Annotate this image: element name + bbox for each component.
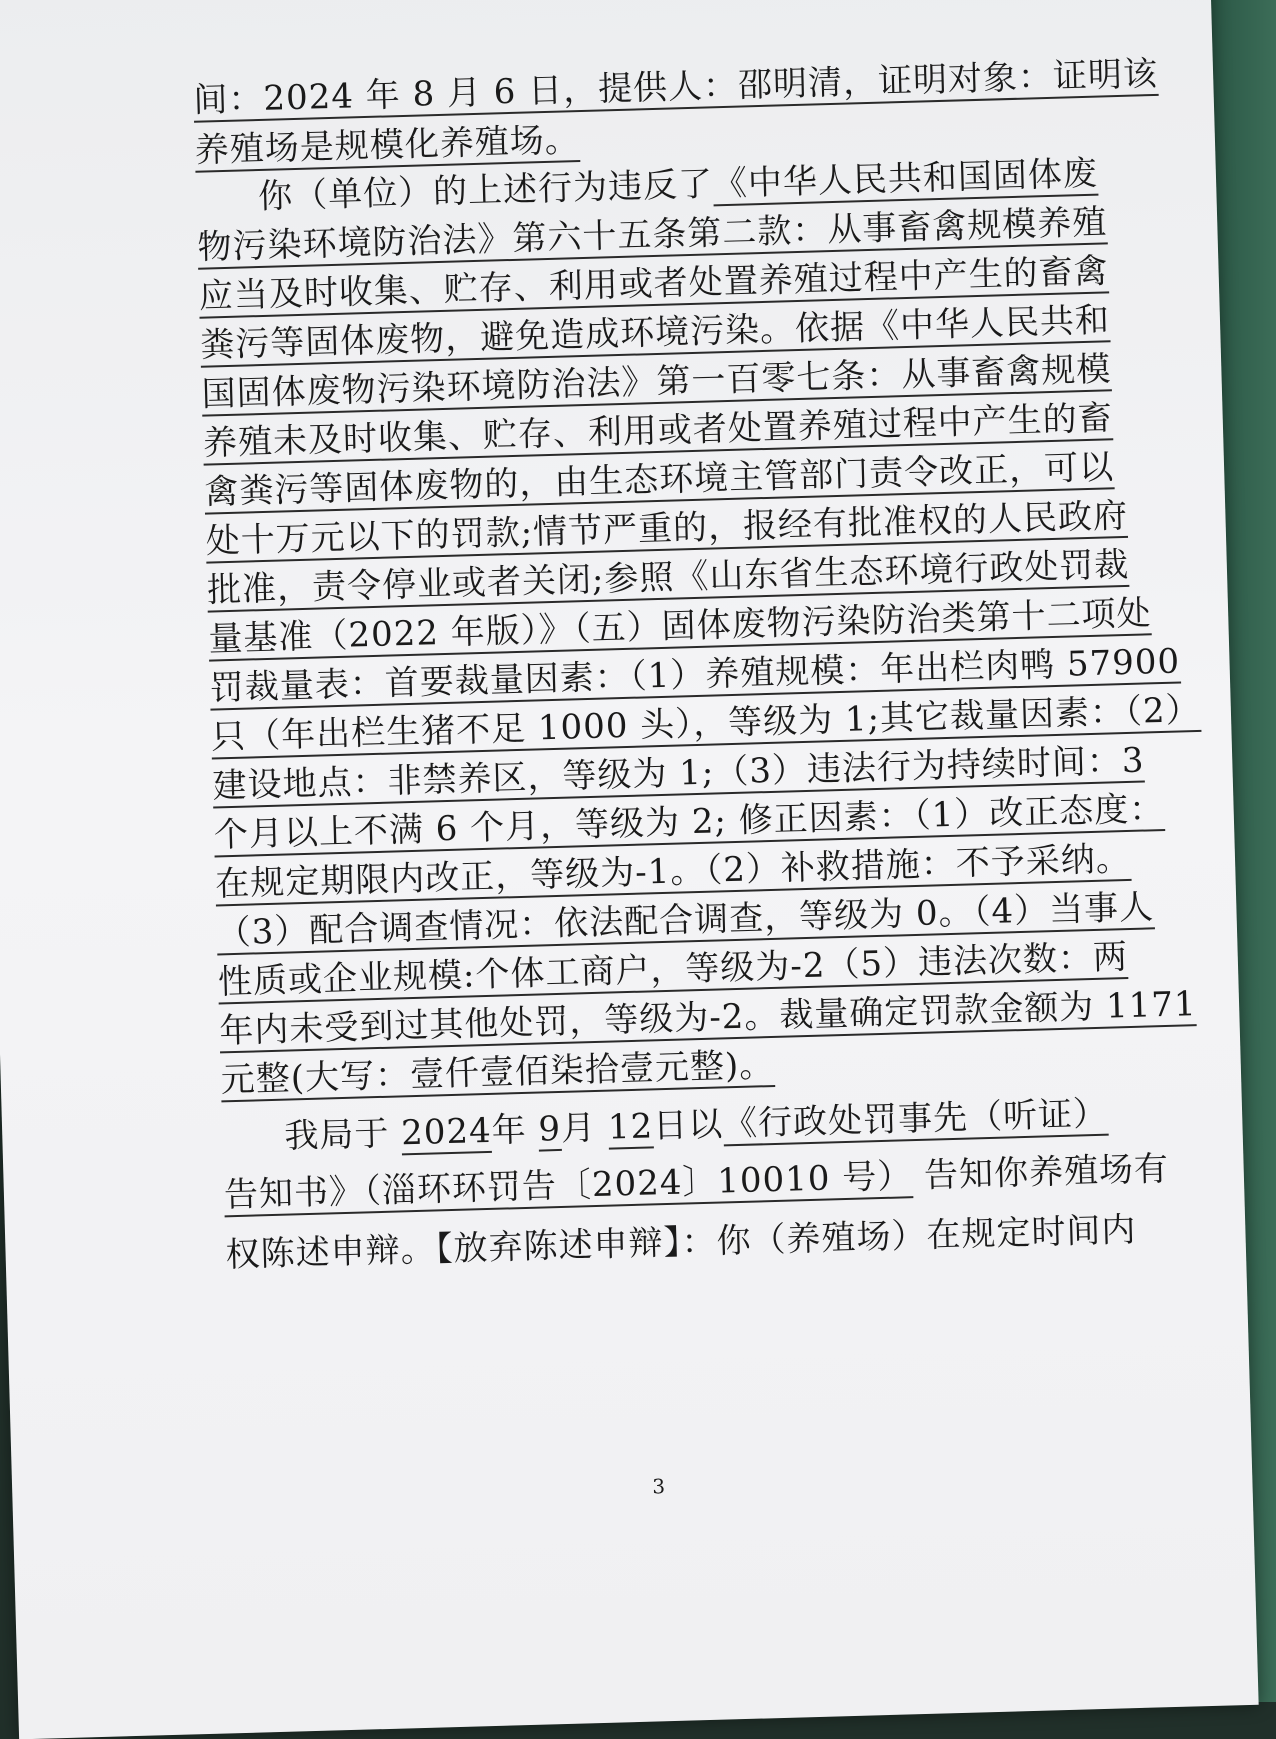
- underlined-text: 年内未受到过其他处罚，等级为-2。裁量确定罚款金额为 1171: [218, 984, 1198, 1052]
- document-body: [192, 53, 1202, 1499]
- plain-text: 日以: [652, 1104, 724, 1147]
- underlined-text: 粪污等固体废物，避免造成环境污染。依据《中华人民共和: [199, 300, 1111, 366]
- date-day: 12: [607, 1106, 654, 1148]
- text-line: [223, 1148, 1170, 1216]
- underlined-text: 个月以上不满 6 个月，等级为 2; 修正因素：（1）改正态度：: [213, 788, 1165, 856]
- text-line: [225, 1209, 1137, 1276]
- underlined-text: 只（年出栏生猪不足 1000 头），等级为 1;其它裁量因素：（2）: [210, 689, 1202, 758]
- underlined-text: 批准，责令停业或者关闭;参照《山东省生态环境行政处罚裁: [206, 544, 1130, 611]
- underlined-text: 《中华人民共和国固体废: [712, 153, 1099, 205]
- plain-text: 权陈述申辩。【放弃陈述申辩】：你（养殖场）在规定时间内: [225, 1209, 1137, 1276]
- date-month: 9: [537, 1108, 562, 1150]
- underlined-text: 处十万元以下的罚款;情节严重的，报经有批准权的人民政府: [205, 495, 1129, 562]
- underlined-text: 养殖场是规模化养殖场。: [194, 120, 581, 171]
- underlined-text: 告知书》（淄环环罚告〔2024〕10010 号）: [223, 1156, 913, 1216]
- underlined-text: 元整(大写：壹仟壹佰柒拾壹元整)。: [220, 1044, 775, 1101]
- text-line: [283, 1093, 1184, 1157]
- plain-text: 年: [491, 1109, 528, 1151]
- underlined-text: 罚裁量表：首要裁量因素：（1）养殖规模：年出栏肉鸭 57900: [209, 641, 1181, 709]
- underlined-text: 在规定期限内改正，等级为-1。（2）补救措施：不予采纳。: [214, 838, 1132, 905]
- date-year: 2024: [400, 1110, 493, 1154]
- underlined-text: 国固体废物污染环境防治法》第一百零七条：从事畜禽规模: [201, 349, 1112, 415]
- plain-text: 月: [560, 1107, 597, 1149]
- underlined-text: 性质或企业规模:个体工商户，等级为-2（5）违法次数：两: [217, 937, 1129, 1003]
- underlined-text: 应当及时收集、贮存、利用或者处置养殖过程中产生的畜禽: [198, 251, 1110, 317]
- underlined-text: 间：2024 年 8 月 6 日，提供人：邵明清，证明对象：证明该: [192, 53, 1159, 121]
- underlined-text: 养殖未及时收集、贮存、利用或者处置养殖过程中产生的畜: [202, 398, 1114, 464]
- plain-text: 你（单位）的上述行为违反了: [257, 164, 714, 218]
- underlined-text: 《行政处罚事先（听证）: [722, 1093, 1109, 1145]
- plain-text: 我局于: [283, 1113, 390, 1157]
- underlined-text: （3）配合调查情况：依法配合调查，等级为 0。（4）当事人: [216, 887, 1155, 954]
- underlined-text: 禽粪污等固体废物的，由生态环境主管部门责令改正，可以: [203, 447, 1115, 513]
- underlined-text: 量基准（2022 年版）》（五）固体废物污染防治类第十二项处: [207, 593, 1153, 660]
- plain-text: 告知你养殖场有: [923, 1148, 1170, 1196]
- underlined-text: 物污染环境防治法》第六十五条第二款：从事畜禽规模养殖: [197, 202, 1108, 268]
- page-number: 3: [651, 1474, 667, 1499]
- text-line: [192, 53, 1159, 121]
- underlined-text: 建设地点：非禁养区，等级为 1;（3）违法行为持续时间：3: [212, 740, 1145, 807]
